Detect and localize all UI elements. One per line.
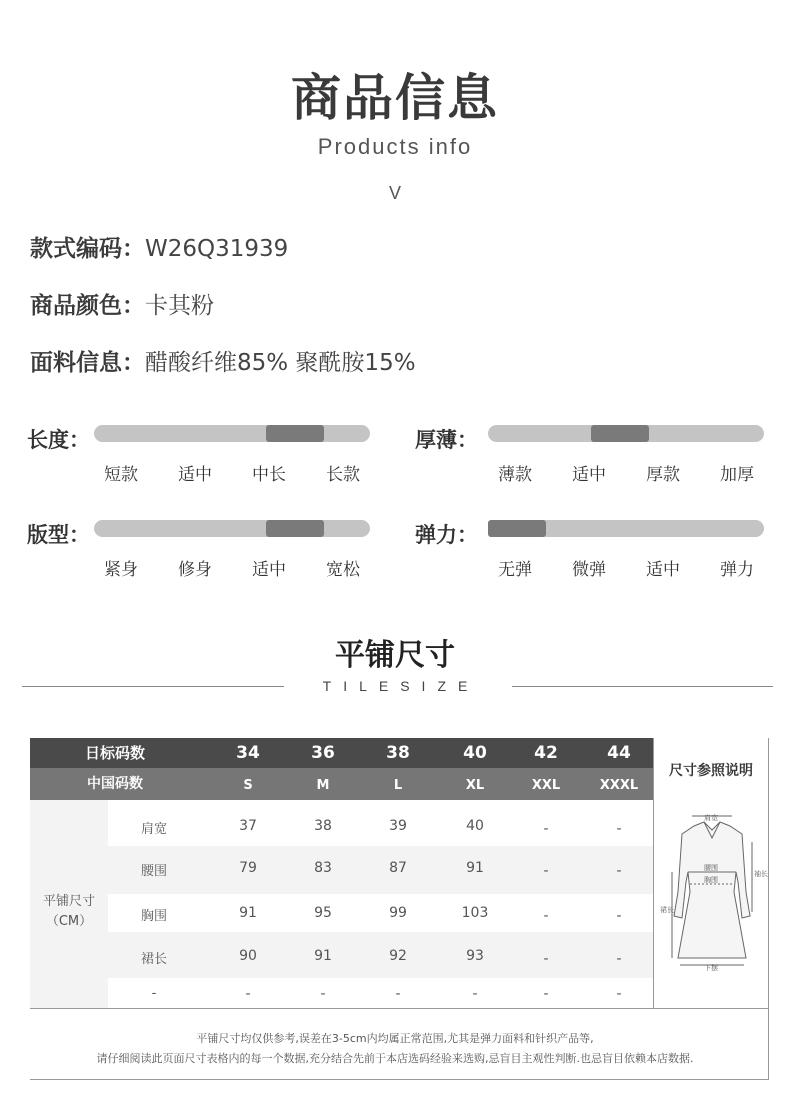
table-cell: 83 bbox=[314, 860, 332, 876]
attribute-option: 适中 bbox=[252, 560, 286, 580]
row-label: 胸围 bbox=[140, 909, 167, 924]
attribute-option: 修身 bbox=[178, 560, 212, 580]
row-label: 裙长 bbox=[140, 952, 167, 967]
attribute-option: 适中 bbox=[646, 560, 680, 580]
attribute-option: 弹力 bbox=[720, 560, 754, 580]
header-cn-size: L bbox=[393, 778, 403, 793]
table-bottom-border bbox=[30, 1008, 769, 1009]
diagram-chest-label: 胸围 bbox=[704, 876, 718, 884]
attribute-option: 适中 bbox=[178, 465, 212, 485]
info-label: 款式编码： bbox=[30, 236, 145, 262]
dress-diagram bbox=[658, 812, 766, 972]
attribute-option: 无弹 bbox=[498, 560, 532, 580]
attribute-option: 适中 bbox=[572, 465, 606, 485]
table-cell: 90 bbox=[239, 948, 257, 964]
row-label: 腰围 bbox=[140, 864, 167, 879]
info-value: 醋酸纤维85% 聚酰胺15% bbox=[145, 350, 416, 376]
note-line-2: 请仔细阅读此页面尺寸表格内的每一个数据,充分结合先前于本店选码经验来选购,忌盲目主观性判断.也忌盲目依赖本店数据. bbox=[96, 1052, 694, 1065]
table-cell: 91 bbox=[314, 948, 332, 964]
row-label: 肩宽 bbox=[140, 822, 167, 837]
table-cell: 93 bbox=[466, 948, 484, 964]
header-cn-size: XXXL bbox=[599, 778, 639, 793]
diagram-skirt-label: 裙长 bbox=[660, 906, 674, 914]
table-cell: - bbox=[616, 863, 622, 879]
table-cell: - bbox=[616, 821, 622, 837]
table-right-border bbox=[768, 738, 769, 1080]
diagram-waist-label: 腰围 bbox=[704, 864, 718, 872]
diagram-sleeve-label: 袖长 bbox=[754, 870, 768, 878]
table-cell: 99 bbox=[389, 905, 407, 921]
table-cell: 103 bbox=[461, 905, 489, 921]
table-cell: - bbox=[543, 986, 549, 1002]
chevron-down-icon: V bbox=[388, 183, 401, 203]
header-cn-label: 中国码数 bbox=[30, 768, 200, 800]
table-cell: 40 bbox=[466, 818, 484, 834]
table-cell: 91 bbox=[466, 860, 484, 876]
page-subtitle: Products info bbox=[317, 134, 473, 159]
attribute-option: 宽松 bbox=[326, 560, 360, 580]
row-label: - bbox=[151, 986, 157, 1001]
attribute-label: 厚薄： bbox=[415, 428, 478, 452]
tile-size-title: 平铺尺寸 bbox=[335, 638, 455, 673]
attribute-option: 长款 bbox=[326, 465, 360, 485]
header-cn-size: M bbox=[316, 778, 330, 793]
info-label: 面料信息： bbox=[30, 350, 145, 376]
diagram-shoulder-label: 肩宽 bbox=[704, 814, 718, 822]
group-label-1: 平铺尺寸 bbox=[42, 894, 95, 909]
table-cell: - bbox=[543, 908, 549, 924]
header-jp-size: 38 bbox=[386, 743, 410, 763]
info-value: W26Q31939 bbox=[145, 236, 289, 262]
table-cell: - bbox=[616, 908, 622, 924]
diagram-hem-label: 下摆 bbox=[704, 964, 718, 972]
table-cell: - bbox=[395, 986, 401, 1002]
table-cell: - bbox=[320, 986, 326, 1002]
tile-size-subtitle: TILESIZE bbox=[322, 678, 480, 694]
table-cell: 37 bbox=[239, 818, 257, 834]
attribute-option: 加厚 bbox=[720, 465, 754, 485]
table-cell: - bbox=[543, 821, 549, 837]
notes-bottom-border bbox=[30, 1079, 769, 1080]
attribute-label: 弹力： bbox=[415, 523, 478, 547]
info-label: 商品颜色： bbox=[30, 293, 145, 319]
table-cell: 95 bbox=[314, 905, 332, 921]
table-cell: - bbox=[616, 986, 622, 1002]
attribute-label: 长度： bbox=[27, 428, 90, 452]
reference-title: 尺寸参照说明 bbox=[669, 763, 753, 779]
table-cell: - bbox=[472, 986, 478, 1002]
header-cn-size: XXL bbox=[531, 778, 561, 793]
table-cell: 39 bbox=[389, 818, 407, 834]
header-cn-size: XL bbox=[465, 778, 485, 793]
group-label-2: （CM） bbox=[45, 914, 93, 929]
header-jp-size: 44 bbox=[607, 743, 631, 763]
table-cell: 92 bbox=[389, 948, 407, 964]
table-cell: - bbox=[543, 951, 549, 967]
attribute-option: 中长 bbox=[252, 465, 286, 485]
attribute-label: 版型： bbox=[27, 523, 90, 547]
header-jp-size: 42 bbox=[534, 743, 558, 763]
attribute-option: 薄款 bbox=[498, 465, 532, 485]
table-cell: 91 bbox=[239, 905, 257, 921]
info-value: 卡其粉 bbox=[145, 293, 214, 319]
table-cell: - bbox=[543, 863, 549, 879]
table-cell: 79 bbox=[239, 860, 257, 876]
header-cn-size: S bbox=[243, 778, 253, 793]
page-title: 商品信息 bbox=[291, 69, 499, 127]
attribute-option: 厚款 bbox=[646, 465, 680, 485]
attribute-option: 微弹 bbox=[572, 560, 606, 580]
table-cell: 87 bbox=[389, 860, 407, 876]
table-cell: - bbox=[616, 951, 622, 967]
table-cell: - bbox=[245, 986, 251, 1002]
header-jp-size: 40 bbox=[463, 743, 487, 763]
note-line-1: 平铺尺寸均仅供参考,误差在3-5cm内均属正常范围,尤其是弹力面料和针织产品等, bbox=[196, 1032, 594, 1045]
header-jp-label: 日标码数 bbox=[30, 738, 200, 768]
attribute-option: 紧身 bbox=[104, 560, 138, 580]
header-jp-size: 36 bbox=[311, 743, 335, 763]
table-cell: 38 bbox=[314, 818, 332, 834]
attribute-option: 短款 bbox=[104, 465, 138, 485]
header-jp-size: 34 bbox=[236, 743, 260, 763]
